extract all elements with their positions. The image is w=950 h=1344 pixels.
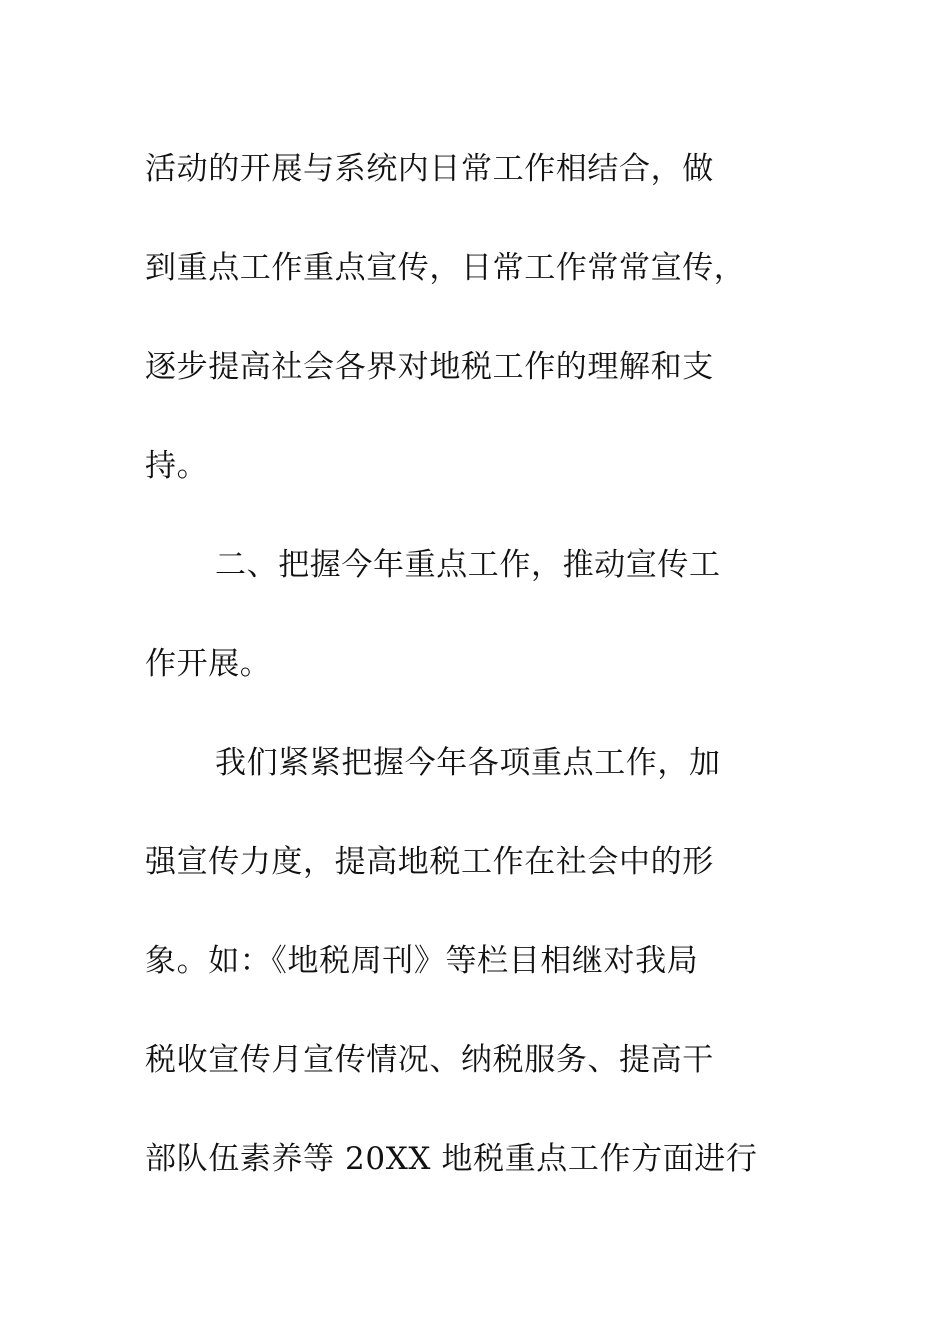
section-heading-line: 二、把握今年重点工作，推动宣传工 bbox=[215, 547, 721, 583]
text-line: 强宣传力度，提高地税工作在社会中的形 bbox=[145, 844, 714, 880]
text-line: 象。如：《地税周刊》等栏目相继对我局 bbox=[145, 943, 699, 979]
text-line: 我们紧紧把握今年各项重点工作，加 bbox=[215, 745, 721, 781]
text-line: 逐步提高社会各界对地税工作的理解和支 bbox=[145, 349, 714, 385]
text-line: 部队伍素养等 20XX 地税重点工作方面进行 bbox=[145, 1141, 758, 1177]
text-line: 税收宣传月宣传情况、纳税服务、提高干 bbox=[145, 1042, 714, 1078]
text-line: 活动的开展与系统内日常工作相结合，做 bbox=[145, 151, 714, 187]
section-heading-line: 作开展。 bbox=[145, 646, 272, 682]
text-line: 持。 bbox=[145, 448, 209, 484]
body-text bbox=[145, 120, 805, 1209]
text-line: 到重点工作重点宣传，日常工作常常宣传， bbox=[145, 250, 746, 286]
